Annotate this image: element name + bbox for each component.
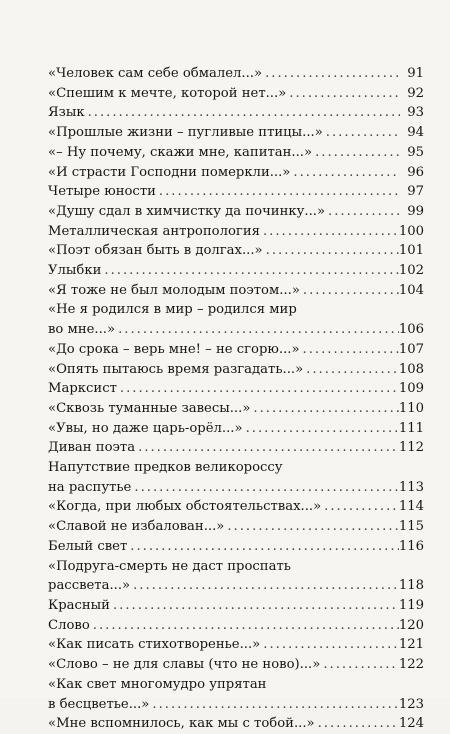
toc-entry	[48, 360, 424, 380]
toc-entry-title: Четыре юности	[48, 184, 156, 200]
toc-page-number: 96	[407, 164, 424, 180]
toc-entry-title: «Человек сам себе обмалел...»	[48, 66, 263, 81]
toc-entry-line	[48, 458, 424, 478]
toc-entry-title: Металлическая антропология	[48, 223, 260, 239]
toc-entry-line	[48, 616, 424, 636]
toc-entry	[48, 143, 424, 163]
toc-entry	[48, 84, 424, 104]
toc-page-number: 102	[398, 263, 424, 279]
toc-page-number: 115	[398, 519, 424, 535]
toc-entry-title: «Сквозь туманные завесы...»	[48, 400, 251, 416]
table-of-contents	[48, 64, 424, 734]
toc-entry-line	[48, 261, 424, 281]
toc-page-number: 123	[398, 696, 424, 712]
toc-entry	[48, 182, 424, 202]
toc-entry-line	[48, 222, 424, 242]
toc-entry-title: «Поэт обязан быть в долгах...»	[48, 243, 263, 259]
toc-entry-title: «Увы, но даже царь-орёл...»	[48, 420, 243, 436]
toc-entry-title: «Не я родился в мир – родился мир	[48, 302, 297, 318]
dot-leader	[156, 182, 400, 202]
dot-leader	[135, 438, 399, 458]
dot-leader	[130, 576, 399, 596]
toc-entry	[48, 103, 424, 123]
toc-entry	[48, 596, 424, 616]
toc-entry-title: «Мне вспомнилось, как мы с тобой...»	[48, 716, 315, 732]
toc-entry-line	[48, 517, 424, 537]
toc-entry-line	[48, 497, 424, 517]
toc-page-number: 106	[398, 322, 424, 338]
toc-entry-line	[48, 320, 424, 340]
toc-entry-title: «Славой не избалован...»	[48, 519, 225, 535]
toc-entry-title: «Когда, при любых обстоятельствах...»	[48, 499, 322, 515]
toc-page-number: 99	[407, 203, 424, 219]
toc-entry	[48, 379, 424, 399]
toc-entry-title: «Подруга-смерть не даст проспать	[48, 558, 291, 574]
toc-entry	[48, 399, 424, 419]
toc-entry-line	[48, 557, 424, 577]
toc-entry	[48, 537, 424, 557]
toc-entry	[48, 419, 424, 439]
toc-entry-title: «Слово – не для славы (что не ново)...»	[48, 657, 321, 673]
toc-entry	[48, 557, 424, 596]
dot-leader	[323, 123, 400, 143]
dot-leader	[131, 478, 398, 498]
toc-entry	[48, 655, 424, 675]
dot-leader	[127, 537, 399, 557]
toc-page-number: 116	[398, 538, 424, 554]
dot-leader	[101, 261, 398, 281]
toc-page-number: 119	[398, 597, 424, 613]
toc-entry-line	[48, 202, 424, 222]
toc-entry-title: «И страсти Господни померкли...»	[48, 164, 291, 180]
toc-entry-line	[48, 695, 424, 715]
dot-leader	[149, 695, 398, 715]
dot-leader	[260, 635, 399, 655]
toc-entry	[48, 714, 424, 734]
dot-leader	[320, 655, 399, 675]
toc-page-number: 112	[398, 440, 424, 456]
toc-entry-title: «Как писать стихотворенье...»	[48, 637, 261, 653]
toc-entry-line	[48, 360, 424, 380]
toc-page-number: 110	[398, 400, 424, 416]
dot-leader	[110, 596, 399, 616]
toc-entry	[48, 241, 424, 261]
toc-entry-title: Диван поэта	[48, 440, 136, 456]
toc-entry-line	[48, 103, 424, 123]
toc-page-number: 104	[398, 282, 424, 298]
toc-page-number: 100	[398, 223, 424, 239]
toc-entry	[48, 261, 424, 281]
toc-page-number: 120	[398, 617, 424, 633]
dot-leader	[300, 340, 399, 360]
toc-entry	[48, 222, 424, 242]
toc-page-number: 109	[398, 381, 424, 397]
dot-leader	[321, 497, 399, 517]
dot-leader	[260, 222, 399, 242]
toc-entry-title-continued: на распутье	[48, 479, 132, 495]
toc-entry-title: «Опять пытаюсь время разгадать...»	[48, 361, 304, 377]
toc-page-number: 113	[398, 479, 424, 495]
toc-entry-title: «Душу сдал в химчистку да починку...»	[48, 203, 326, 219]
toc-entry-line	[48, 379, 424, 399]
toc-entry-title: «Как свет многомудро упрятан	[48, 676, 267, 692]
dot-leader	[290, 163, 400, 183]
toc-entry-line	[48, 163, 424, 183]
toc-entry-line	[48, 281, 424, 301]
toc-entry-title: «Прошлые жизни – пугливые птицы...»	[48, 125, 323, 141]
toc-entry-title: «– Ну почему, скажи мне, капитан...»	[48, 144, 313, 160]
dot-leader	[325, 202, 400, 222]
toc-entry-line	[48, 675, 424, 695]
toc-entry-line	[48, 596, 424, 616]
toc-entry	[48, 675, 424, 714]
toc-entry-title-continued: в бесцветье...»	[48, 696, 150, 712]
toc-entry-title: «Я тоже не был молодым поэтом...»	[48, 282, 300, 298]
toc-entry-title: Язык	[48, 105, 85, 121]
dot-leader	[117, 379, 399, 399]
toc-entry-title-continued: рассвета...»	[48, 578, 131, 594]
toc-page-number: 111	[398, 420, 424, 436]
toc-entry	[48, 497, 424, 517]
toc-entry-title: Красный	[48, 597, 110, 613]
dot-leader	[115, 320, 399, 340]
toc-entry-title: Слово	[48, 617, 90, 633]
toc-entry-line	[48, 478, 424, 498]
toc-page-number: 114	[398, 499, 424, 515]
toc-page-number: 97	[407, 184, 424, 200]
toc-entry	[48, 202, 424, 222]
toc-entry	[48, 123, 424, 143]
toc-page-number: 124	[398, 716, 424, 732]
toc-page-number: 122	[398, 657, 424, 673]
toc-entry	[48, 517, 424, 537]
toc-entry-title: «До срока – верь мне! – не сгорю...»	[48, 341, 300, 357]
toc-entry-line	[48, 182, 424, 202]
dot-leader	[243, 419, 399, 439]
toc-entry-title: Напутствие предков великороссу	[48, 460, 283, 476]
dot-leader	[263, 241, 399, 261]
toc-page-number: 94	[407, 125, 424, 141]
dot-leader	[262, 64, 400, 84]
toc-page-number: 93	[407, 105, 424, 121]
toc-entry-title-continued: во мне...»	[48, 322, 116, 338]
toc-entry-title: «Спешим к мечте, которой нет...»	[48, 85, 287, 101]
toc-entry-line	[48, 714, 424, 734]
toc-entry	[48, 458, 424, 497]
toc-entry-line	[48, 399, 424, 419]
dot-leader	[300, 281, 399, 301]
dot-leader	[315, 714, 399, 734]
toc-entry-line	[48, 419, 424, 439]
toc-entry-line	[48, 300, 424, 320]
toc-entry-line	[48, 537, 424, 557]
toc-entry-line	[48, 241, 424, 261]
toc-entry	[48, 300, 424, 339]
toc-page-number: 101	[398, 243, 424, 259]
toc-entry-title: Марксист	[48, 381, 117, 397]
dot-leader	[90, 616, 399, 636]
toc-entry-line	[48, 143, 424, 163]
toc-entry	[48, 281, 424, 301]
toc-page-number: 108	[398, 361, 424, 377]
toc-page-number: 118	[398, 578, 424, 594]
toc-page-number: 92	[407, 85, 424, 101]
toc-entry	[48, 340, 424, 360]
toc-page-number: 107	[398, 341, 424, 357]
toc-entry-line	[48, 84, 424, 104]
dot-leader	[250, 399, 398, 419]
toc-page-number: 91	[407, 66, 424, 81]
toc-entry-title: Улыбки	[48, 263, 102, 279]
toc-entry-title: Белый свет	[48, 538, 128, 554]
dot-leader	[224, 517, 398, 537]
toc-entry	[48, 616, 424, 636]
toc-entry-line	[48, 655, 424, 675]
toc-entry-line	[48, 64, 424, 84]
toc-entry-line	[48, 635, 424, 655]
toc-page-number: 95	[407, 144, 424, 160]
toc-page-number: 121	[398, 637, 424, 653]
toc-entry	[48, 163, 424, 183]
toc-entry-line	[48, 123, 424, 143]
dot-leader	[85, 103, 400, 123]
toc-entry-line	[48, 340, 424, 360]
toc-entry-line	[48, 438, 424, 458]
dot-leader	[286, 84, 400, 104]
toc-entry	[48, 64, 424, 84]
toc-entry	[48, 635, 424, 655]
toc-entry-line	[48, 576, 424, 596]
dot-leader	[303, 360, 399, 380]
toc-entry	[48, 438, 424, 458]
dot-leader	[312, 143, 400, 163]
